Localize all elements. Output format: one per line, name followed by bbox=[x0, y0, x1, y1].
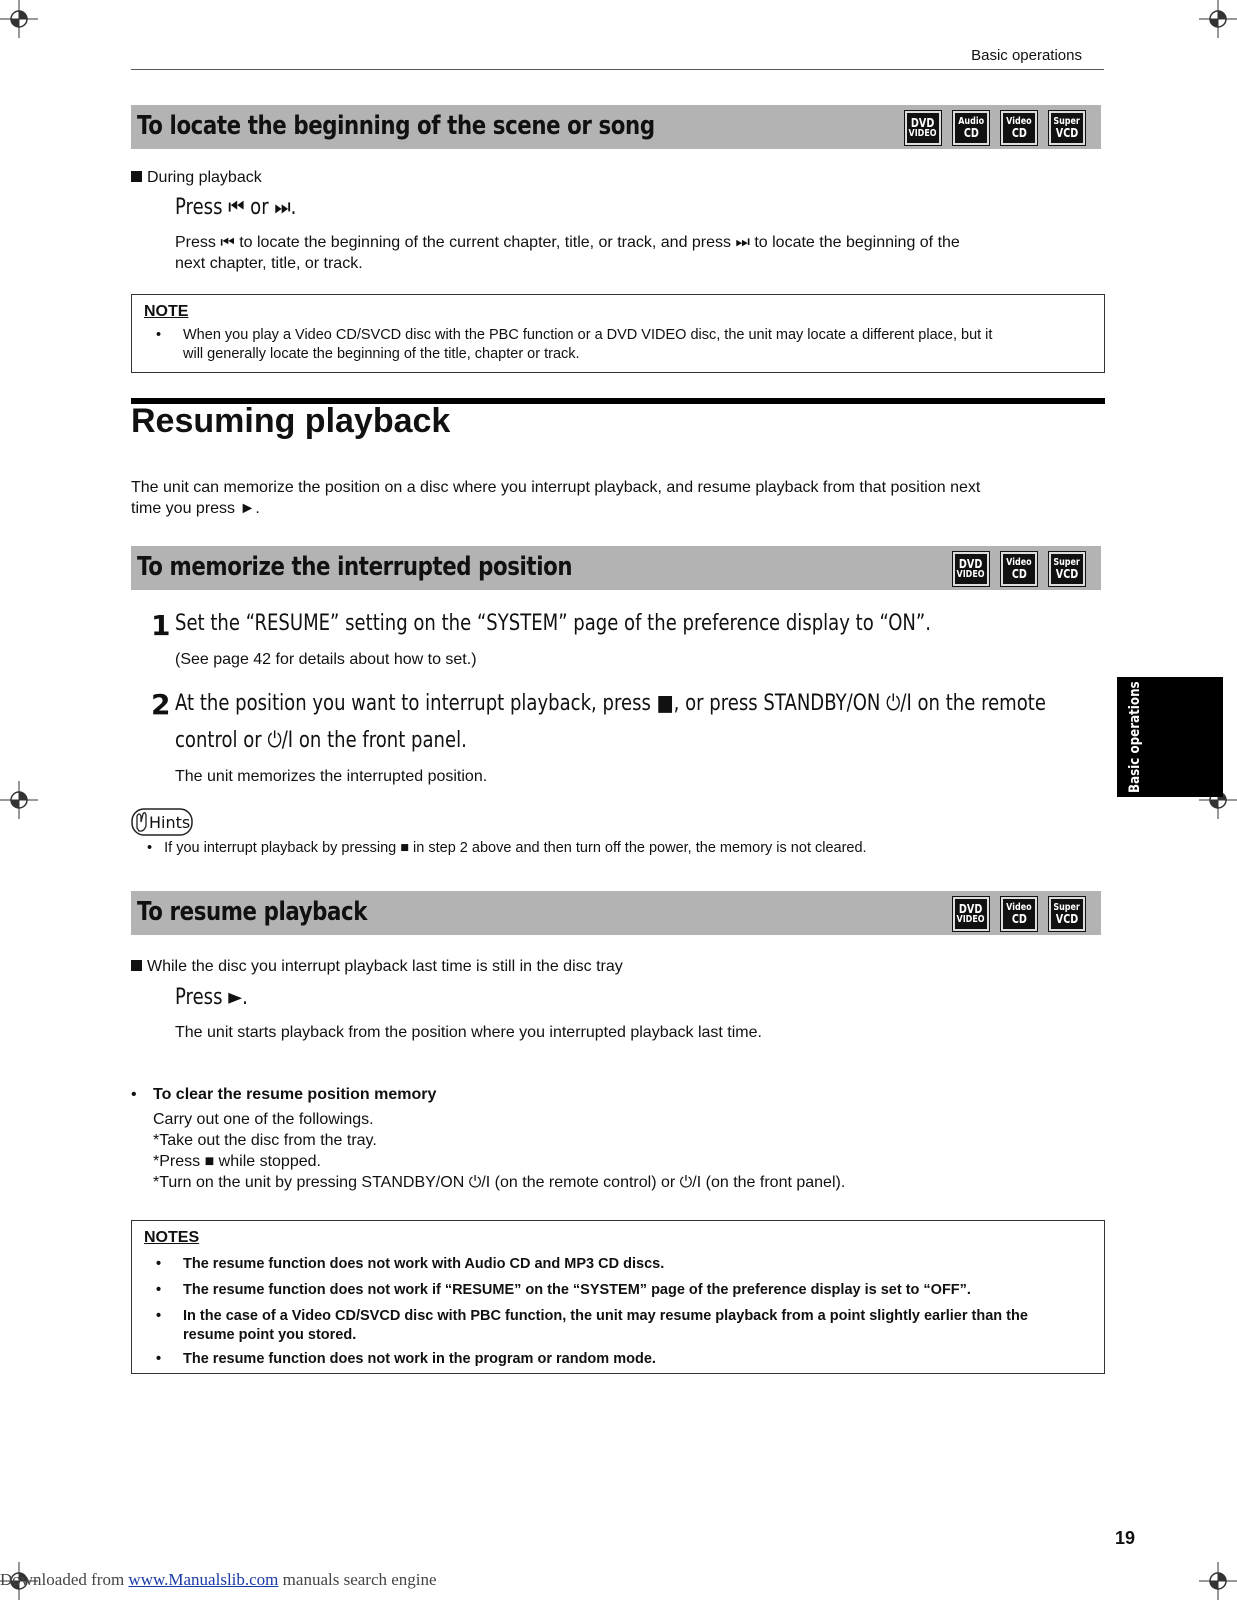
section-title: To memorize the interrupted position bbox=[137, 552, 573, 582]
disc-badges bbox=[953, 897, 1085, 931]
dvd-video-badge: DVD VIDEO bbox=[953, 897, 989, 931]
section-bar-locate bbox=[131, 105, 1101, 149]
notes-title: NOTES bbox=[144, 1229, 200, 1246]
note-box: NOTE • When you play a Video CD/SVCD disc with the PBC function or a DVD VIDEO disc, the unit may locate a different place, but it will generally locate the beginning of the title, chapter or track. bbox=[131, 294, 1105, 373]
step-text: Set the “RESUME” setting on the “SYSTEM” page of the preference display to “ON”. bbox=[175, 611, 931, 636]
hints-icon: Hints bbox=[131, 806, 197, 838]
registration-mark-icon bbox=[1199, 1562, 1237, 1600]
intro-line: The unit can memorize the position on a disc where you interrupt playback, and resume playback from that position next bbox=[131, 479, 981, 496]
clear-bullet: • bbox=[131, 1086, 137, 1103]
download-footer bbox=[0, 1570, 437, 1590]
video-cd-badge: Video CD bbox=[1001, 897, 1037, 931]
registration-mark-icon bbox=[1199, 0, 1237, 38]
clear-line: *Take out the disc from the tray. bbox=[153, 1132, 377, 1149]
audio-cd-badge: Audio CD bbox=[953, 111, 989, 145]
section-title: To resume playback bbox=[137, 897, 368, 927]
super-vcd-badge: Super VCD bbox=[1049, 111, 1085, 145]
clear-line: Carry out one of the followings. bbox=[153, 1111, 374, 1128]
step-note: The unit memorizes the interrupted position. bbox=[175, 768, 488, 785]
dvd-video-badge: DVD VIDEO bbox=[905, 111, 941, 145]
running-header: Basic operations bbox=[971, 47, 1082, 64]
section-title: To locate the beginning of the scene or song bbox=[137, 111, 655, 141]
dvd-video-badge: DVD VIDEO bbox=[953, 552, 989, 586]
description-line: The unit starts playback from the position where you interrupted playback last time. bbox=[175, 1024, 762, 1041]
clear-line: *Press ■ while stopped. bbox=[153, 1153, 321, 1170]
notes-box: NOTES • The resume function does not work with Audio CD and MP3 CD discs. • The resume function does not work if “RESUME” on the “SYSTEM” page of the preference display is set to “OFF”. • In the case of a Video CD/SVCD disc with PBC function, the unit may resume playback from a point slightly earlier than the resume point you stored. • The resume function does not work in the program or random mode. bbox=[131, 1220, 1105, 1374]
step-text-continued: control or ⏻/I on the front panel. bbox=[175, 728, 467, 753]
page-number: 19 bbox=[1114, 1528, 1135, 1548]
step-number: 2 bbox=[151, 688, 171, 721]
page-heading: Resuming playback bbox=[131, 402, 451, 440]
step-number: 1 bbox=[151, 609, 171, 642]
footer-suffix: manuals search engine bbox=[278, 1570, 437, 1589]
instruction: Press ⏮ or ⏭. bbox=[175, 195, 297, 220]
super-vcd-badge: Super VCD bbox=[1049, 897, 1085, 931]
step-text: At the position you want to interrupt playback, press ■, or press STANDBY/ON ⏻/I on the remote bbox=[175, 691, 1046, 716]
bullet: • bbox=[147, 840, 153, 856]
description-line: next chapter, title, or track. bbox=[175, 255, 363, 272]
side-tab: Basic operations bbox=[1117, 677, 1223, 797]
hint-item: • If you interrupt playback by pressing ■ in step 2 above and then turn off the power, the memory is not cleared. bbox=[147, 840, 867, 856]
video-cd-badge: Video CD bbox=[1001, 111, 1037, 145]
video-cd-badge: Video CD bbox=[1001, 552, 1037, 586]
clear-title: To clear the resume position memory bbox=[153, 1086, 437, 1103]
registration-mark-icon bbox=[0, 781, 38, 819]
clear-line: *Turn on the unit by pressing STANDBY/ON ⏻/I (on the remote control) or ⏻/I (on the front panel). bbox=[153, 1174, 846, 1191]
condition-label: While the disc you interrupt playback last time is still in the disc tray bbox=[131, 957, 623, 977]
disc-badges bbox=[953, 552, 1085, 586]
instruction: Press ►. bbox=[175, 985, 248, 1010]
disc-badges bbox=[905, 111, 1085, 145]
header-rule bbox=[131, 69, 1104, 70]
footer-prefix: Downloaded from bbox=[0, 1570, 129, 1589]
intro-line: time you press ►. bbox=[131, 500, 260, 517]
condition-label: During playback bbox=[131, 168, 262, 188]
square-bullet-icon bbox=[131, 960, 142, 971]
registration-mark-icon bbox=[0, 0, 38, 38]
section-bar-memorize bbox=[131, 546, 1101, 590]
section-bar-resume bbox=[131, 891, 1101, 935]
step-note: (See page 42 for details about how to set.) bbox=[175, 651, 477, 668]
manualslib-link[interactable]: www.Manualslib.com bbox=[128, 1570, 279, 1589]
note-title: NOTE bbox=[144, 303, 189, 320]
description-line: Press ⏮ to locate the beginning of the current chapter, title, or track, and press ⏭ to locate the beginning of the bbox=[175, 234, 960, 251]
super-vcd-badge: Super VCD bbox=[1049, 552, 1085, 586]
square-bullet-icon bbox=[131, 171, 142, 182]
